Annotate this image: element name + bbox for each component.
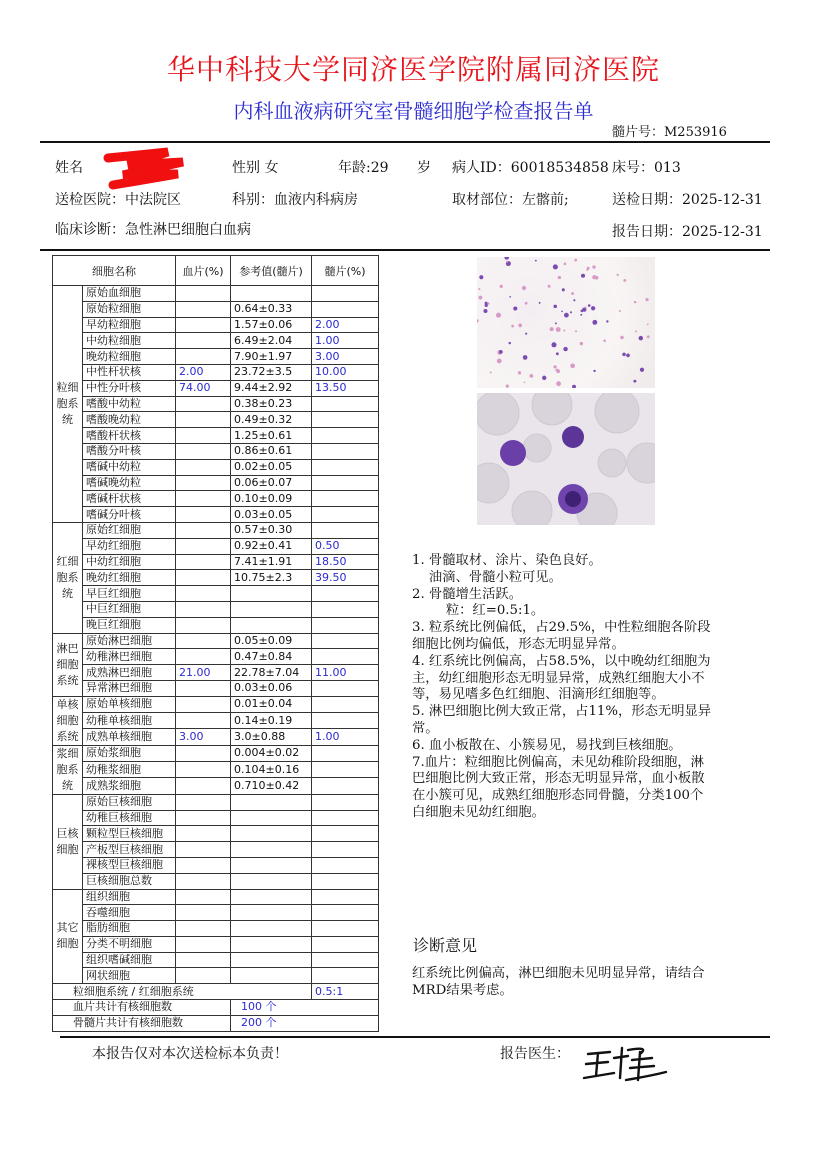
blood-value — [176, 491, 231, 507]
table-row — [53, 570, 379, 586]
cell-name: 吞噬细胞 — [83, 905, 176, 921]
marrow-value: 1.00 — [312, 729, 379, 745]
table-row — [53, 826, 379, 842]
reference-value: 0.104±0.16 — [231, 762, 312, 778]
reference-value — [231, 842, 312, 858]
reference-value — [231, 286, 312, 302]
blood-value — [176, 745, 231, 761]
table-row — [53, 428, 379, 444]
cell-name: 成熟单核细胞 — [83, 729, 176, 745]
reference-value — [231, 601, 312, 617]
blood-value — [176, 538, 231, 554]
group-label: 其它细胞 — [53, 889, 83, 984]
marrow-value — [312, 443, 379, 459]
group-label: 巨核细胞 — [53, 794, 83, 889]
blood-value — [176, 459, 231, 475]
blood-value — [176, 301, 231, 317]
cell-name: 嗜碱晚幼粒 — [83, 475, 176, 491]
blood-value: 21.00 — [176, 665, 231, 681]
table-row — [53, 349, 379, 365]
cell-name: 晚幼粒细胞 — [83, 349, 176, 365]
table-row — [53, 333, 379, 349]
cell-name: 组织嗜碱细胞 — [83, 952, 176, 968]
reference-value — [231, 889, 312, 905]
reference-value: 0.47±0.84 — [231, 649, 312, 665]
finding-line: 主，幼红细胞形态无明显异常，成熟红细胞大小不 — [412, 670, 705, 686]
group-label: 淋巴细胞系统 — [53, 633, 83, 696]
reference-value — [231, 826, 312, 842]
marrow-total-row — [53, 1015, 379, 1031]
reference-value: 22.78±7.04 — [231, 665, 312, 681]
cell-name: 幼稚巨核细胞 — [83, 810, 176, 826]
table-row — [53, 286, 379, 302]
reference-value — [231, 921, 312, 937]
table-row — [53, 873, 379, 889]
blood-value — [176, 649, 231, 665]
table-row — [53, 713, 379, 729]
blood-value — [176, 810, 231, 826]
table-row — [53, 778, 379, 794]
marrow-value — [312, 491, 379, 507]
table-row — [53, 680, 379, 696]
blood-value: 74.00 — [176, 380, 231, 396]
reference-value: 0.64±0.33 — [231, 301, 312, 317]
marrow-value — [312, 794, 379, 810]
marrow-value: 13.50 — [312, 380, 379, 396]
reference-value: 0.03±0.05 — [231, 507, 312, 523]
cell-name: 分类不明细胞 — [83, 936, 176, 952]
finding-line: 粒：红=0.5:1。 — [412, 603, 545, 619]
marrow-value — [312, 522, 379, 538]
reference-value — [231, 936, 312, 952]
conclusion-line: MRD结果考虑。 — [412, 983, 513, 998]
table-row — [53, 554, 379, 570]
marrow-value — [312, 412, 379, 428]
reference-value: 10.75±2.3 — [231, 570, 312, 586]
report-title: 内科血液病研究室骨髓细胞学检查报告单 — [233, 99, 594, 123]
finding-line: 1. 骨髓取材、涂片、染色良好。 — [412, 553, 602, 568]
marrow-value — [312, 857, 379, 873]
cell-name: 中幼粒细胞 — [83, 333, 176, 349]
marrow-value — [312, 921, 379, 937]
table-row — [53, 696, 379, 712]
marrow-value — [312, 633, 379, 649]
marrow-value — [312, 286, 379, 302]
blood-total-row — [53, 1000, 379, 1016]
header-marrow: 髓片(%) — [312, 256, 379, 286]
reference-value: 7.41±1.91 — [231, 554, 312, 570]
table-row — [53, 794, 379, 810]
blood-value — [176, 333, 231, 349]
cell-name: 晚幼红细胞 — [83, 570, 176, 586]
ratio-row — [53, 984, 379, 1000]
finding-line: 3. 粒系统比例偏低，占29.5%，中性粒细胞各阶段 — [412, 620, 711, 636]
blood-total-value: 100 个 — [231, 1000, 379, 1016]
header-blood: 血片(%) — [176, 256, 231, 286]
table-row — [53, 745, 379, 761]
blood-value — [176, 570, 231, 586]
marrow-value: 1.00 — [312, 333, 379, 349]
table-row — [53, 762, 379, 778]
cell-name: 嗜碱中幼粒 — [83, 459, 176, 475]
table-row — [53, 491, 379, 507]
table-row — [53, 968, 379, 984]
blood-value — [176, 522, 231, 538]
blood-value — [176, 412, 231, 428]
cell-name: 成熟淋巴细胞 — [83, 665, 176, 681]
cell-name: 异常淋巴细胞 — [83, 680, 176, 696]
blood-value — [176, 428, 231, 444]
marrow-value: 18.50 — [312, 554, 379, 570]
patient-id: 病人ID：60018534858 — [452, 160, 609, 176]
marrow-value: 39.50 — [312, 570, 379, 586]
cell-name: 中幼红细胞 — [83, 554, 176, 570]
clinical-diagnosis: 临床诊断：急性淋巴细胞白血病 — [55, 222, 251, 238]
send-date: 送检日期：2025-12-31 — [612, 192, 763, 208]
marrow-value — [312, 745, 379, 761]
cell-name: 原始粒细胞 — [83, 301, 176, 317]
disclaimer: 本报告仅对本次送检标本负责！ — [92, 1046, 288, 1062]
blood-value — [176, 396, 231, 412]
cell-name: 组织细胞 — [83, 889, 176, 905]
reference-value: 0.14±0.19 — [231, 713, 312, 729]
ratio-label: 粒细胞系统 / 红细胞系统 — [53, 984, 312, 1000]
name-label: 姓名 — [55, 160, 83, 176]
hospital-name: 华中科技大学同济医学院附属同济医院 — [166, 53, 660, 86]
blood-value — [176, 842, 231, 858]
cell-name: 网状细胞 — [83, 968, 176, 984]
table-row — [53, 443, 379, 459]
cell-name: 幼稚浆细胞 — [83, 762, 176, 778]
cell-count-table — [52, 255, 379, 1032]
reference-value — [231, 617, 312, 633]
table-row — [53, 601, 379, 617]
reference-value — [231, 905, 312, 921]
table-row — [53, 633, 379, 649]
blood-value — [176, 586, 231, 602]
table-row — [53, 586, 379, 602]
blood-value — [176, 696, 231, 712]
finding-line: 在小簇可见，成熟红细胞形态同骨髓，分类100个 — [412, 788, 704, 804]
finding-line: 7.血片：粒细胞比例偏高，未见幼稚阶段细胞，淋 — [412, 754, 704, 770]
marrow-value — [312, 586, 379, 602]
marrow-value — [312, 826, 379, 842]
blood-value — [176, 873, 231, 889]
table-row — [53, 936, 379, 952]
marrow-value — [312, 905, 379, 921]
marrow-value: 0.50 — [312, 538, 379, 554]
marrow-value — [312, 459, 379, 475]
marrow-total-label: 骨髓片共计有核细胞数 — [53, 1015, 231, 1031]
blood-value — [176, 507, 231, 523]
marrow-value: 2.00 — [312, 317, 379, 333]
finding-line: 白细胞未见幼红细胞。 — [412, 804, 545, 820]
finding-line: 6. 血小板散在、小簇易见，易找到巨核细胞。 — [412, 737, 682, 753]
blood-total-label: 血片共计有核细胞数 — [53, 1000, 231, 1016]
cell-name: 嗜酸杆状核 — [83, 428, 176, 444]
reference-value — [231, 794, 312, 810]
cell-name: 原始浆细胞 — [83, 745, 176, 761]
cell-name: 嗜酸晚幼粒 — [83, 412, 176, 428]
table-row — [53, 889, 379, 905]
marrow-value — [312, 649, 379, 665]
findings-text — [412, 553, 711, 822]
doctor-signature — [580, 1040, 670, 1085]
reference-value: 0.38±0.23 — [231, 396, 312, 412]
reference-value: 0.06±0.07 — [231, 475, 312, 491]
reference-value — [231, 586, 312, 602]
reference-value: 0.10±0.09 — [231, 491, 312, 507]
table-row — [53, 459, 379, 475]
table-row — [53, 921, 379, 937]
table-row — [53, 729, 379, 745]
finding-line: 油滴、骨髓小粒可见。 — [412, 569, 562, 585]
cell-name: 原始红细胞 — [83, 522, 176, 538]
cell-name: 早巨红细胞 — [83, 586, 176, 602]
cell-name: 裸核型巨核细胞 — [83, 857, 176, 873]
gender: 性别 女 — [232, 160, 279, 176]
conclusion-line: 红系统比例偏高，淋巴细胞未见明显异常，请结合 — [412, 966, 705, 981]
blood-value — [176, 680, 231, 696]
table-row — [53, 301, 379, 317]
blood-value — [176, 905, 231, 921]
blood-value — [176, 601, 231, 617]
finding-line: 2. 骨髓增生活跃。 — [412, 586, 522, 602]
cell-name: 幼稚单核细胞 — [83, 713, 176, 729]
blood-value — [176, 443, 231, 459]
divider — [60, 1036, 770, 1038]
blood-value — [176, 713, 231, 729]
marrow-value — [312, 680, 379, 696]
reference-value: 0.02±0.05 — [231, 459, 312, 475]
marrow-value: 3.00 — [312, 349, 379, 365]
blood-value — [176, 317, 231, 333]
blood-value — [176, 475, 231, 491]
marrow-value — [312, 810, 379, 826]
reference-value: 23.72±3.5 — [231, 364, 312, 380]
cell-name: 中巨红细胞 — [83, 601, 176, 617]
reference-value: 6.49±2.04 — [231, 333, 312, 349]
reference-value: 0.86±0.61 — [231, 443, 312, 459]
cell-name: 产板型巨核细胞 — [83, 842, 176, 858]
smear-low-magnification-image — [477, 257, 655, 388]
blood-value — [176, 952, 231, 968]
marrow-value — [312, 936, 379, 952]
marrow-value — [312, 601, 379, 617]
reference-value: 7.90±1.97 — [231, 349, 312, 365]
table-row — [53, 412, 379, 428]
blood-value: 2.00 — [176, 364, 231, 380]
blood-value — [176, 889, 231, 905]
conclusion-title: 诊断意见 — [413, 936, 478, 955]
reference-value: 0.710±0.42 — [231, 778, 312, 794]
table-row — [53, 396, 379, 412]
marrow-value — [312, 617, 379, 633]
blood-value — [176, 286, 231, 302]
table-row — [53, 317, 379, 333]
cell-name: 颗粒型巨核细胞 — [83, 826, 176, 842]
marrow-value — [312, 396, 379, 412]
table-row — [53, 380, 379, 396]
cell-name: 早幼粒细胞 — [83, 317, 176, 333]
age: 年龄:29 — [338, 160, 389, 176]
cell-name: 幼稚淋巴细胞 — [83, 649, 176, 665]
department: 科别：血液内科病房 — [232, 192, 358, 208]
reference-value: 0.05±0.09 — [231, 633, 312, 649]
marrow-value — [312, 762, 379, 778]
table-row — [53, 617, 379, 633]
cell-name: 原始单核细胞 — [83, 696, 176, 712]
marrow-value — [312, 475, 379, 491]
marrow-value — [312, 428, 379, 444]
finding-line: 巴细胞比例大致正常，形态无明显异常，血小板散 — [412, 771, 705, 787]
redaction-mark — [88, 140, 188, 190]
finding-line: 细胞比例均偏低，形态无明显异常。 — [412, 636, 625, 652]
header-reference: 参考值(髓片) — [231, 256, 312, 286]
table-row — [53, 857, 379, 873]
marrow-value — [312, 301, 379, 317]
blood-value — [176, 936, 231, 952]
table-row — [53, 810, 379, 826]
table-row — [53, 522, 379, 538]
cell-name: 中性杆状核 — [83, 364, 176, 380]
cell-name: 原始淋巴细胞 — [83, 633, 176, 649]
cell-name: 晚巨红细胞 — [83, 617, 176, 633]
blood-value — [176, 762, 231, 778]
blood-value: 3.00 — [176, 729, 231, 745]
blood-value — [176, 921, 231, 937]
slide-number: 髓片号：M253916 — [612, 125, 727, 140]
reference-value: 0.57±0.30 — [231, 522, 312, 538]
table-row — [53, 952, 379, 968]
table-row — [53, 905, 379, 921]
cell-name: 脂肪细胞 — [83, 921, 176, 937]
cell-name: 巨核细胞总数 — [83, 873, 176, 889]
table-row — [53, 507, 379, 523]
blood-value — [176, 778, 231, 794]
reference-value: 0.49±0.32 — [231, 412, 312, 428]
finding-line: 常。 — [412, 720, 439, 736]
marrow-value: 10.00 — [312, 364, 379, 380]
marrow-value: 11.00 — [312, 665, 379, 681]
marrow-value — [312, 968, 379, 984]
reference-value — [231, 968, 312, 984]
marrow-total-value: 200 个 — [231, 1015, 379, 1031]
table-row — [53, 475, 379, 491]
marrow-value — [312, 696, 379, 712]
finding-line: 4. 红系统比例偏高，占58.5%，以中晚幼红细胞为 — [412, 653, 711, 669]
reference-value: 0.92±0.41 — [231, 538, 312, 554]
age-unit: 岁 — [417, 160, 431, 176]
reference-value: 9.44±2.92 — [231, 380, 312, 396]
reference-value: 0.004±0.02 — [231, 745, 312, 761]
report-date: 报告日期：2025-12-31 — [612, 224, 763, 240]
marrow-value — [312, 873, 379, 889]
reference-value: 0.03±0.06 — [231, 680, 312, 696]
blood-value — [176, 633, 231, 649]
table-row — [53, 538, 379, 554]
blood-value — [176, 794, 231, 810]
group-label: 红细胞系统 — [53, 522, 83, 633]
bed-number: 床号：013 — [612, 160, 681, 176]
cell-name: 嗜酸分叶核 — [83, 443, 176, 459]
reference-value: 0.01±0.04 — [231, 696, 312, 712]
blood-value — [176, 826, 231, 842]
marrow-value — [312, 842, 379, 858]
blood-value — [176, 617, 231, 633]
marrow-value — [312, 952, 379, 968]
header-cell-name: 细胞名称 — [53, 256, 176, 286]
blood-value — [176, 349, 231, 365]
reference-value — [231, 810, 312, 826]
blood-value — [176, 554, 231, 570]
marrow-value — [312, 507, 379, 523]
reference-value: 1.57±0.06 — [231, 317, 312, 333]
table-row — [53, 842, 379, 858]
group-label: 浆细胞系统 — [53, 745, 83, 794]
cell-name: 成熟浆细胞 — [83, 778, 176, 794]
doctor-label: 报告医生： — [500, 1046, 570, 1062]
cell-name: 原始巨核细胞 — [83, 794, 176, 810]
finding-line: 等，易见嗜多色红细胞、泪滴形红细胞等。 — [412, 687, 665, 703]
blood-value — [176, 857, 231, 873]
cell-name: 原始血细胞 — [83, 286, 176, 302]
ratio-value: 0.5:1 — [312, 984, 379, 1000]
reference-value — [231, 952, 312, 968]
marrow-value — [312, 778, 379, 794]
smear-high-magnification-image — [477, 393, 655, 525]
table-row — [53, 665, 379, 681]
cell-name: 早幼红细胞 — [83, 538, 176, 554]
blood-value — [176, 968, 231, 984]
sending-hospital: 送检医院：中法院区 — [55, 192, 181, 208]
cell-name: 嗜碱分叶核 — [83, 507, 176, 523]
group-label: 粒细胞系统 — [53, 286, 83, 523]
divider — [40, 249, 770, 251]
reference-value — [231, 857, 312, 873]
reference-value: 3.0±0.88 — [231, 729, 312, 745]
cell-name: 嗜碱杆状核 — [83, 491, 176, 507]
table-row — [53, 364, 379, 380]
marrow-value — [312, 713, 379, 729]
cell-name: 中性分叶核 — [83, 380, 176, 396]
table-row — [53, 649, 379, 665]
sample-site: 取材部位：左髂前; — [452, 192, 569, 208]
group-label: 单核细胞系统 — [53, 696, 83, 745]
finding-line: 5. 淋巴细胞比例大致正常，占11%，形态无明显异 — [412, 704, 712, 720]
marrow-value — [312, 889, 379, 905]
reference-value — [231, 873, 312, 889]
reference-value: 1.25±0.61 — [231, 428, 312, 444]
cell-name: 嗜酸中幼粒 — [83, 396, 176, 412]
